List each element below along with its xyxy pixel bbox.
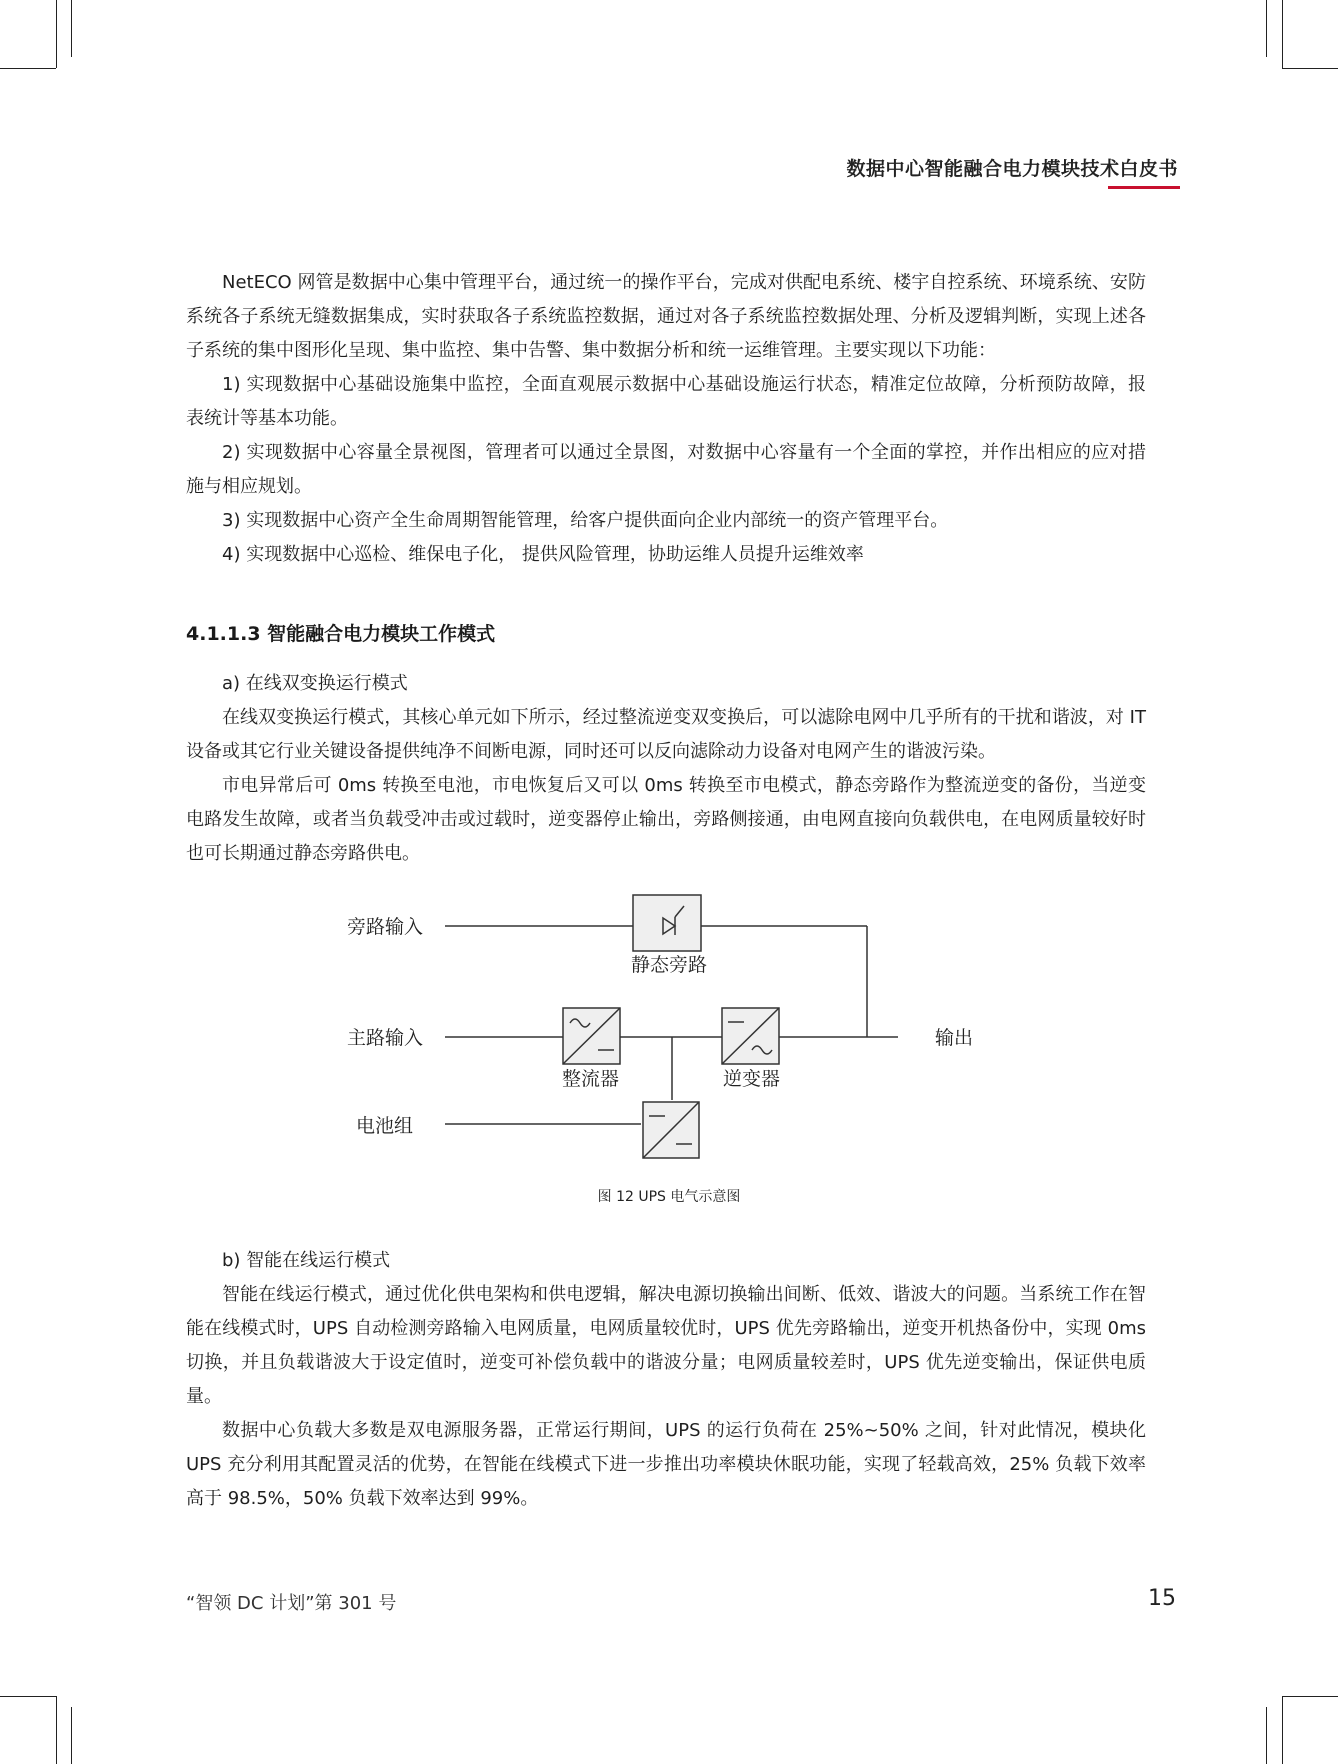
mode-a-title: a) 在线双变换运行模式 <box>222 673 408 694</box>
mode-a-block <box>186 667 1146 871</box>
section-heading: 4.1.1.3 智能融合电力模块工作模式 <box>186 623 496 645</box>
intro-block <box>186 266 1146 572</box>
feature-item: 2) 实现数据中心容量全景视图，管理者可以通过全景图，对数据中心容量有一个全面的掌控，并作出相应的应对措施与相应规划。 <box>186 442 1146 497</box>
mode-b-block <box>186 1244 1146 1516</box>
bypass-input-label: 旁路输入 <box>347 916 424 938</box>
static-bypass-label: 静态旁路 <box>631 954 708 976</box>
mode-a-paragraph: 在线双变换运行模式，其核心单元如下所示，经过整流逆变双变换后，可以滤除电网中几乎所有的干扰和谐波，对 IT 设备或其它行业关键设备提供纯净不间断电源，同时还可以反向滤除动力设备对电网产生的谐波污染。 <box>186 707 1146 762</box>
battery-label: 电池组 <box>356 1115 414 1137</box>
footer-publication: “智领 DC 计划”第 301 号 <box>186 1593 397 1614</box>
mode-b-paragraph: 智能在线运行模式，通过优化供电架构和供电逻辑，解决电源切换输出间断、低效、谐波大的问题。当系统工作在智能在线模式时，UPS 自动检测旁路输入电网质量，电网质量较优时，UPS 优先旁路输出，逆变开机热备份中，实现 0ms 切换，并且负载谐波大于设定值时，逆变可补偿负载中的谐波分量；电网质量较差时，UPS 优先逆变输出，保证供电质量。 <box>186 1284 1146 1407</box>
intro-paragraph: NetECO 网管是数据中心集中管理平台，通过统一的操作平台，完成对供配电系统、楼宇自控系统、环境系统、安防系统各子系统无缝数据集成，实时获取各子系统监控数据，通过对各子系统监控数据处理、分析及逻辑判断，实现上述各子系统的集中图形化呈现、集中监控、集中告警、集中数据分析和统一运维管理。主要实现以下功能： <box>186 272 1146 361</box>
battery-converter-symbol <box>643 1102 699 1158</box>
inverter-symbol <box>722 1008 779 1064</box>
header-accent-rule <box>1108 186 1180 189</box>
output-label: 输出 <box>935 1027 974 1049</box>
rectifier-symbol <box>563 1008 620 1064</box>
main-input-label: 主路输入 <box>347 1027 424 1049</box>
page-number: 15 <box>1148 1586 1176 1611</box>
mode-b-title: b) 智能在线运行模式 <box>222 1250 391 1271</box>
mode-a-paragraph: 市电异常后可 0ms 转换至电池，市电恢复后又可以 0ms 转换至市电模式，静态旁路作为整流逆变的备份，当逆变电路发生故障，或者当负载受冲击或过载时，逆变器停止输出，旁路侧接通，由电网直接向负载供电，在电网质量较好时也可长期通过静态旁路供电。 <box>186 775 1146 864</box>
mode-b-paragraph: 数据中心负载大多数是双电源服务器，正常运行期间，UPS 的运行负荷在 25%~50% 之间，针对此情况，模块化 UPS 充分利用其配置灵活的优势，在智能在线模式下进一步推出功率模块休眠功能，实现了轻载高效，25% 负载下效率高于 98.5%，50% 负载下效率达到 99%。 <box>186 1420 1146 1509</box>
static-bypass-symbol <box>633 895 701 951</box>
figure-caption: 图 12 UPS 电气示意图 <box>597 1189 741 1205</box>
feature-item: 3) 实现数据中心资产全生命周期智能管理，给客户提供面向企业内部统一的资产管理平台。 <box>222 510 949 531</box>
inverter-label: 逆变器 <box>723 1068 781 1090</box>
feature-item: 4) 实现数据中心巡检、维保电子化， 提供风险管理，协助运维人员提升运维效率 <box>222 544 864 565</box>
running-header: 数据中心智能融合电力模块技术白皮书 <box>846 158 1178 180</box>
feature-item: 1) 实现数据中心基础设施集中监控，全面直观展示数据中心基础设施运行状态，精准定位故障，分析预防故障，报表统计等基本功能。 <box>186 374 1146 429</box>
rectifier-label: 整流器 <box>562 1068 620 1090</box>
